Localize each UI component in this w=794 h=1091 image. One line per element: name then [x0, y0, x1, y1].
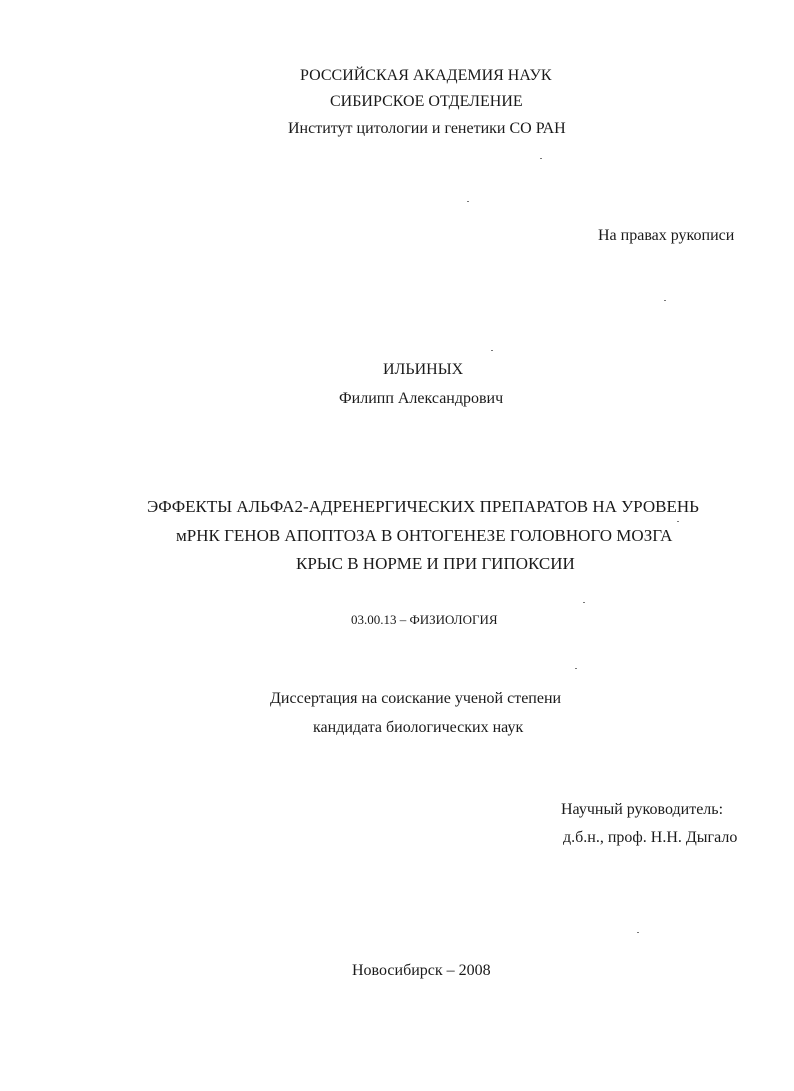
specialty-code: 03.00.13 – ФИЗИОЛОГИЯ [351, 612, 498, 627]
author-given-names: Филипп Александрович [339, 390, 504, 407]
scan-speck [540, 158, 542, 159]
dissertation-title-line-2: мРНК ГЕНОВ АПОПТОЗА В ОНТОГЕНЕЗЕ ГОЛОВНОГО МОЗГА [176, 526, 673, 545]
degree-line-2: кандидата биологических наук [313, 719, 524, 736]
scan-speck [491, 350, 493, 351]
scan-speck [677, 521, 679, 522]
author-surname: ИЛЬИНЫХ [383, 361, 464, 378]
manuscript-rights-note: На правах рукописи [598, 227, 735, 244]
supervisor-label: Научный руководитель: [561, 801, 724, 818]
dissertation-title-line-3: КРЫС В НОРМЕ И ПРИ ГИПОКСИИ [296, 554, 575, 573]
organization-name: РОССИЙСКАЯ АКАДЕМИЯ НАУК [300, 67, 552, 84]
scan-speck [637, 932, 639, 933]
dissertation-title-line-1: ЭФФЕКТЫ АЛЬФА2-АДРЕНЕРГИЧЕСКИХ ПРЕПАРАТОВ НА УРОВЕНЬ [147, 497, 699, 516]
scan-speck [467, 201, 469, 202]
organization-branch: СИБИРСКОЕ ОТДЕЛЕНИЕ [330, 93, 523, 110]
scan-speck [664, 300, 666, 301]
supervisor-name: д.б.н., проф. Н.Н. Дыгало [563, 829, 738, 846]
degree-line-1: Диссертация на соискание ученой степени [270, 690, 562, 707]
scan-speck [575, 668, 577, 669]
scan-speck [583, 602, 585, 603]
institute-name: Институт цитологии и генетики СО РАН [288, 120, 566, 137]
city-year: Новосибирск – 2008 [352, 962, 491, 979]
